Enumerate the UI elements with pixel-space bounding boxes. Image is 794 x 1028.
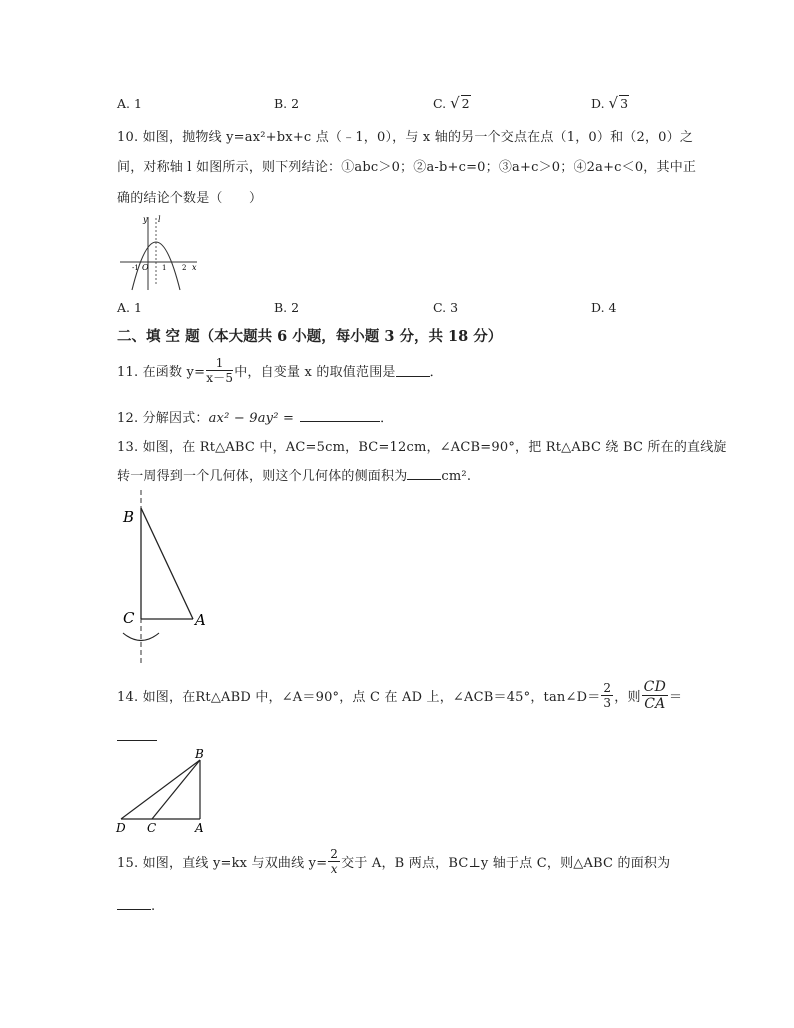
x-axis-label: x — [192, 263, 197, 272]
q15-answer-blank — [117, 897, 151, 910]
q11-fraction-num: 1 — [206, 357, 233, 371]
q15 — [117, 848, 670, 875]
q13-answer-blank — [407, 467, 441, 480]
q10-line-2: 间，对称轴 l 如图所示，则下列结论：①abc＞0；②a-b+c=0；③a+c＞0；④2a+c＜0，其中正 — [117, 160, 697, 175]
vertex-b-label: B — [123, 508, 135, 526]
q9-option-c-radicand: 2 — [461, 96, 470, 111]
neg1-label: -1 — [132, 264, 139, 272]
q15-answer-line — [117, 897, 155, 914]
q15-prefix: 15. 如图，直线 y=kx 与双曲线 y= — [117, 856, 328, 871]
q12-expression: ax² − 9ay² = — [208, 411, 295, 426]
vertex-c-label: C — [123, 609, 135, 627]
q11-end: ． — [429, 365, 443, 380]
vertex-a-label: A — [195, 611, 206, 629]
q10-option-c: C. 3 — [433, 300, 459, 315]
q14-mid: ，则 — [614, 690, 641, 705]
tick-2-label: 2 — [182, 264, 187, 272]
q11-fraction — [206, 357, 233, 384]
q15-fraction-num: 2 — [330, 847, 339, 861]
q13-triangle-figure — [115, 488, 225, 668]
vertex-c-label: C — [147, 821, 157, 835]
q9-option-a: A. 1 — [117, 96, 142, 111]
q10-option-d: D. 4 — [591, 300, 617, 315]
q11-prefix: 11. 在函数 y= — [117, 365, 206, 380]
q10-option-b: B. 2 — [274, 300, 300, 315]
q12 — [117, 407, 393, 426]
q14-answer-blank — [117, 740, 157, 741]
q13-line-2 — [117, 465, 471, 484]
q11-fraction-den: x－5 — [206, 371, 234, 385]
q11-suffix: 中，自变量 x 的取值范围是 — [234, 365, 396, 380]
vertex-b-label: B — [195, 747, 204, 761]
q15-fraction-den: x — [330, 862, 338, 876]
q9-option-d — [591, 94, 629, 112]
q13-unit: cm². — [441, 469, 472, 484]
q14-ratio-num: CD — [643, 679, 667, 695]
vertex-a-label: A — [195, 821, 204, 835]
q9-option-b: B. 2 — [274, 96, 300, 111]
sqrt-icon: √ — [450, 94, 460, 112]
q14 — [117, 680, 682, 711]
q9-option-d-radicand: 3 — [620, 96, 629, 111]
q15-fraction — [328, 848, 340, 875]
q12-end: ． — [380, 411, 394, 426]
side-ab — [141, 508, 193, 619]
q14-triangle-figure — [112, 746, 212, 836]
q13-line-2-text: 转一周得到一个几何体，则这个几何体的侧面积为 — [117, 469, 408, 484]
q14-ratio-den: CA — [644, 696, 666, 712]
q10-option-a: A. 1 — [117, 300, 142, 315]
side-db — [121, 760, 200, 819]
q14-tan-fraction — [601, 682, 613, 709]
q12-prefix: 12. 分解因式： — [117, 411, 209, 426]
q15-end: . — [151, 899, 156, 914]
q14-ratio-fraction — [642, 680, 668, 711]
q14-tan-num: 2 — [603, 681, 612, 695]
q11-answer-blank — [396, 364, 430, 377]
q10-parabola-figure — [115, 212, 205, 294]
side-cb — [152, 760, 200, 819]
vertex-d-label: D — [116, 821, 126, 835]
q12-answer-blank — [300, 409, 380, 422]
q14-prefix: 14. 如图，在Rt△ABD 中，∠A＝90°，点 C 在 AD 上，∠ACB＝45°，tan∠D＝ — [117, 690, 601, 705]
tick-1-label: 1 — [162, 264, 167, 272]
q15-suffix: 交于 A，B 两点，BC⊥y 轴于点 C，则△ABC 的面积为 — [341, 856, 671, 871]
q9-option-c-label: C. — [433, 96, 447, 111]
sqrt-icon: √ — [608, 94, 619, 112]
q13-line-1: 13. 如图，在 Rt△ABC 中，AC=5cm，BC=12cm，∠ACB=90°，把 Rt△ABC 绕 BC 所在的直线旋 — [117, 440, 727, 455]
l-label: l — [158, 215, 161, 224]
q14-tan-den: 3 — [603, 696, 612, 710]
q9-option-c — [433, 94, 471, 112]
origin-label: O — [142, 263, 149, 272]
q10-line-3: 确的结论个数是（ ） — [117, 191, 263, 206]
q9-option-d-label: D. — [591, 96, 605, 111]
q14-equals: ＝ — [669, 690, 683, 705]
q11 — [117, 357, 443, 384]
section-2-title: 二、填 空 题（本大题共 6 小题，每小题 3 分，共 18 分） — [117, 328, 503, 345]
y-axis-label: y — [143, 215, 148, 224]
q10-line-1: 10. 如图，抛物线 y=ax²+bx+c 点（﹣1，0），与 x 轴的另一个交点在点（1，0）和（2，0）之 — [117, 130, 694, 145]
